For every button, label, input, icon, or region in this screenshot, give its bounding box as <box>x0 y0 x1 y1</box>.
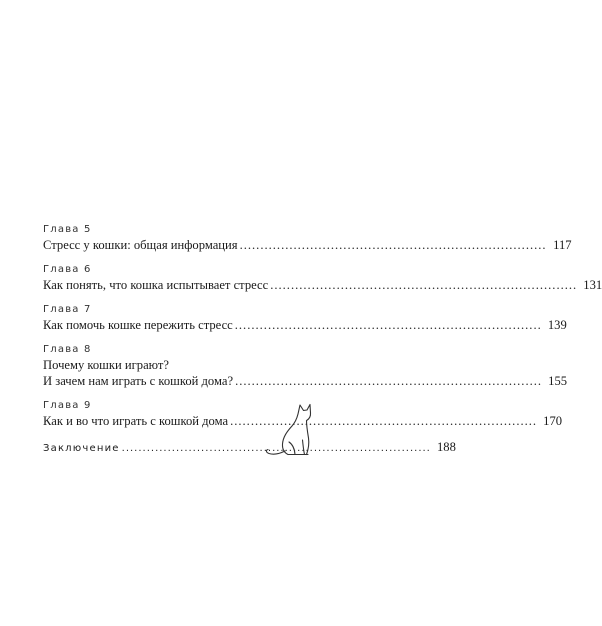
chapter-title: Как помочь кошке пережить стресс <box>43 318 233 332</box>
dot-leader: .......................................................................... <box>270 278 578 292</box>
chapter-title: Как понять, что кошка испытывает стресс <box>43 278 269 292</box>
page-number: 117 <box>553 238 572 252</box>
conclusion-title: Заключение <box>43 443 120 454</box>
chapter-title: Как и во что играть с кошкой дома <box>43 414 229 428</box>
dot-leader: .......................................................................... <box>234 318 542 332</box>
chapter-label: Глава 8 <box>43 344 92 355</box>
toc-entry-chapter-8 <box>43 343 568 389</box>
toc-line <box>43 317 567 333</box>
chapter-label: Глава 9 <box>43 400 92 411</box>
cat-icon <box>258 402 328 460</box>
chapter-title-line-1: Почему кошки играют? <box>43 358 170 372</box>
chapter-title: Стресс у кошки: общая информация <box>43 238 238 252</box>
chapter-label: Глава 6 <box>43 264 92 275</box>
page-number: 131 <box>583 278 602 292</box>
dot-leader: .......................................................................... <box>230 414 538 428</box>
toc-line <box>43 277 602 293</box>
dot-leader: .......................................................................... <box>121 443 431 454</box>
dot-leader: .......................................................................... <box>239 238 547 252</box>
page-number: 188 <box>436 440 456 454</box>
chapter-title: И зачем нам играть с кошкой дома? <box>43 374 234 388</box>
page-number: 155 <box>548 374 568 388</box>
toc-entry-chapter-6 <box>43 263 602 293</box>
toc-entry-chapter-7 <box>43 303 567 333</box>
toc-entry-chapter-5 <box>43 223 572 253</box>
page-number: 139 <box>547 318 567 332</box>
dot-leader: .......................................................................... <box>235 374 543 388</box>
chapter-label: Глава 7 <box>43 304 92 315</box>
toc-line <box>43 373 568 389</box>
page-number: 170 <box>543 414 563 428</box>
toc-line <box>43 237 572 253</box>
chapter-label: Глава 5 <box>43 224 92 235</box>
